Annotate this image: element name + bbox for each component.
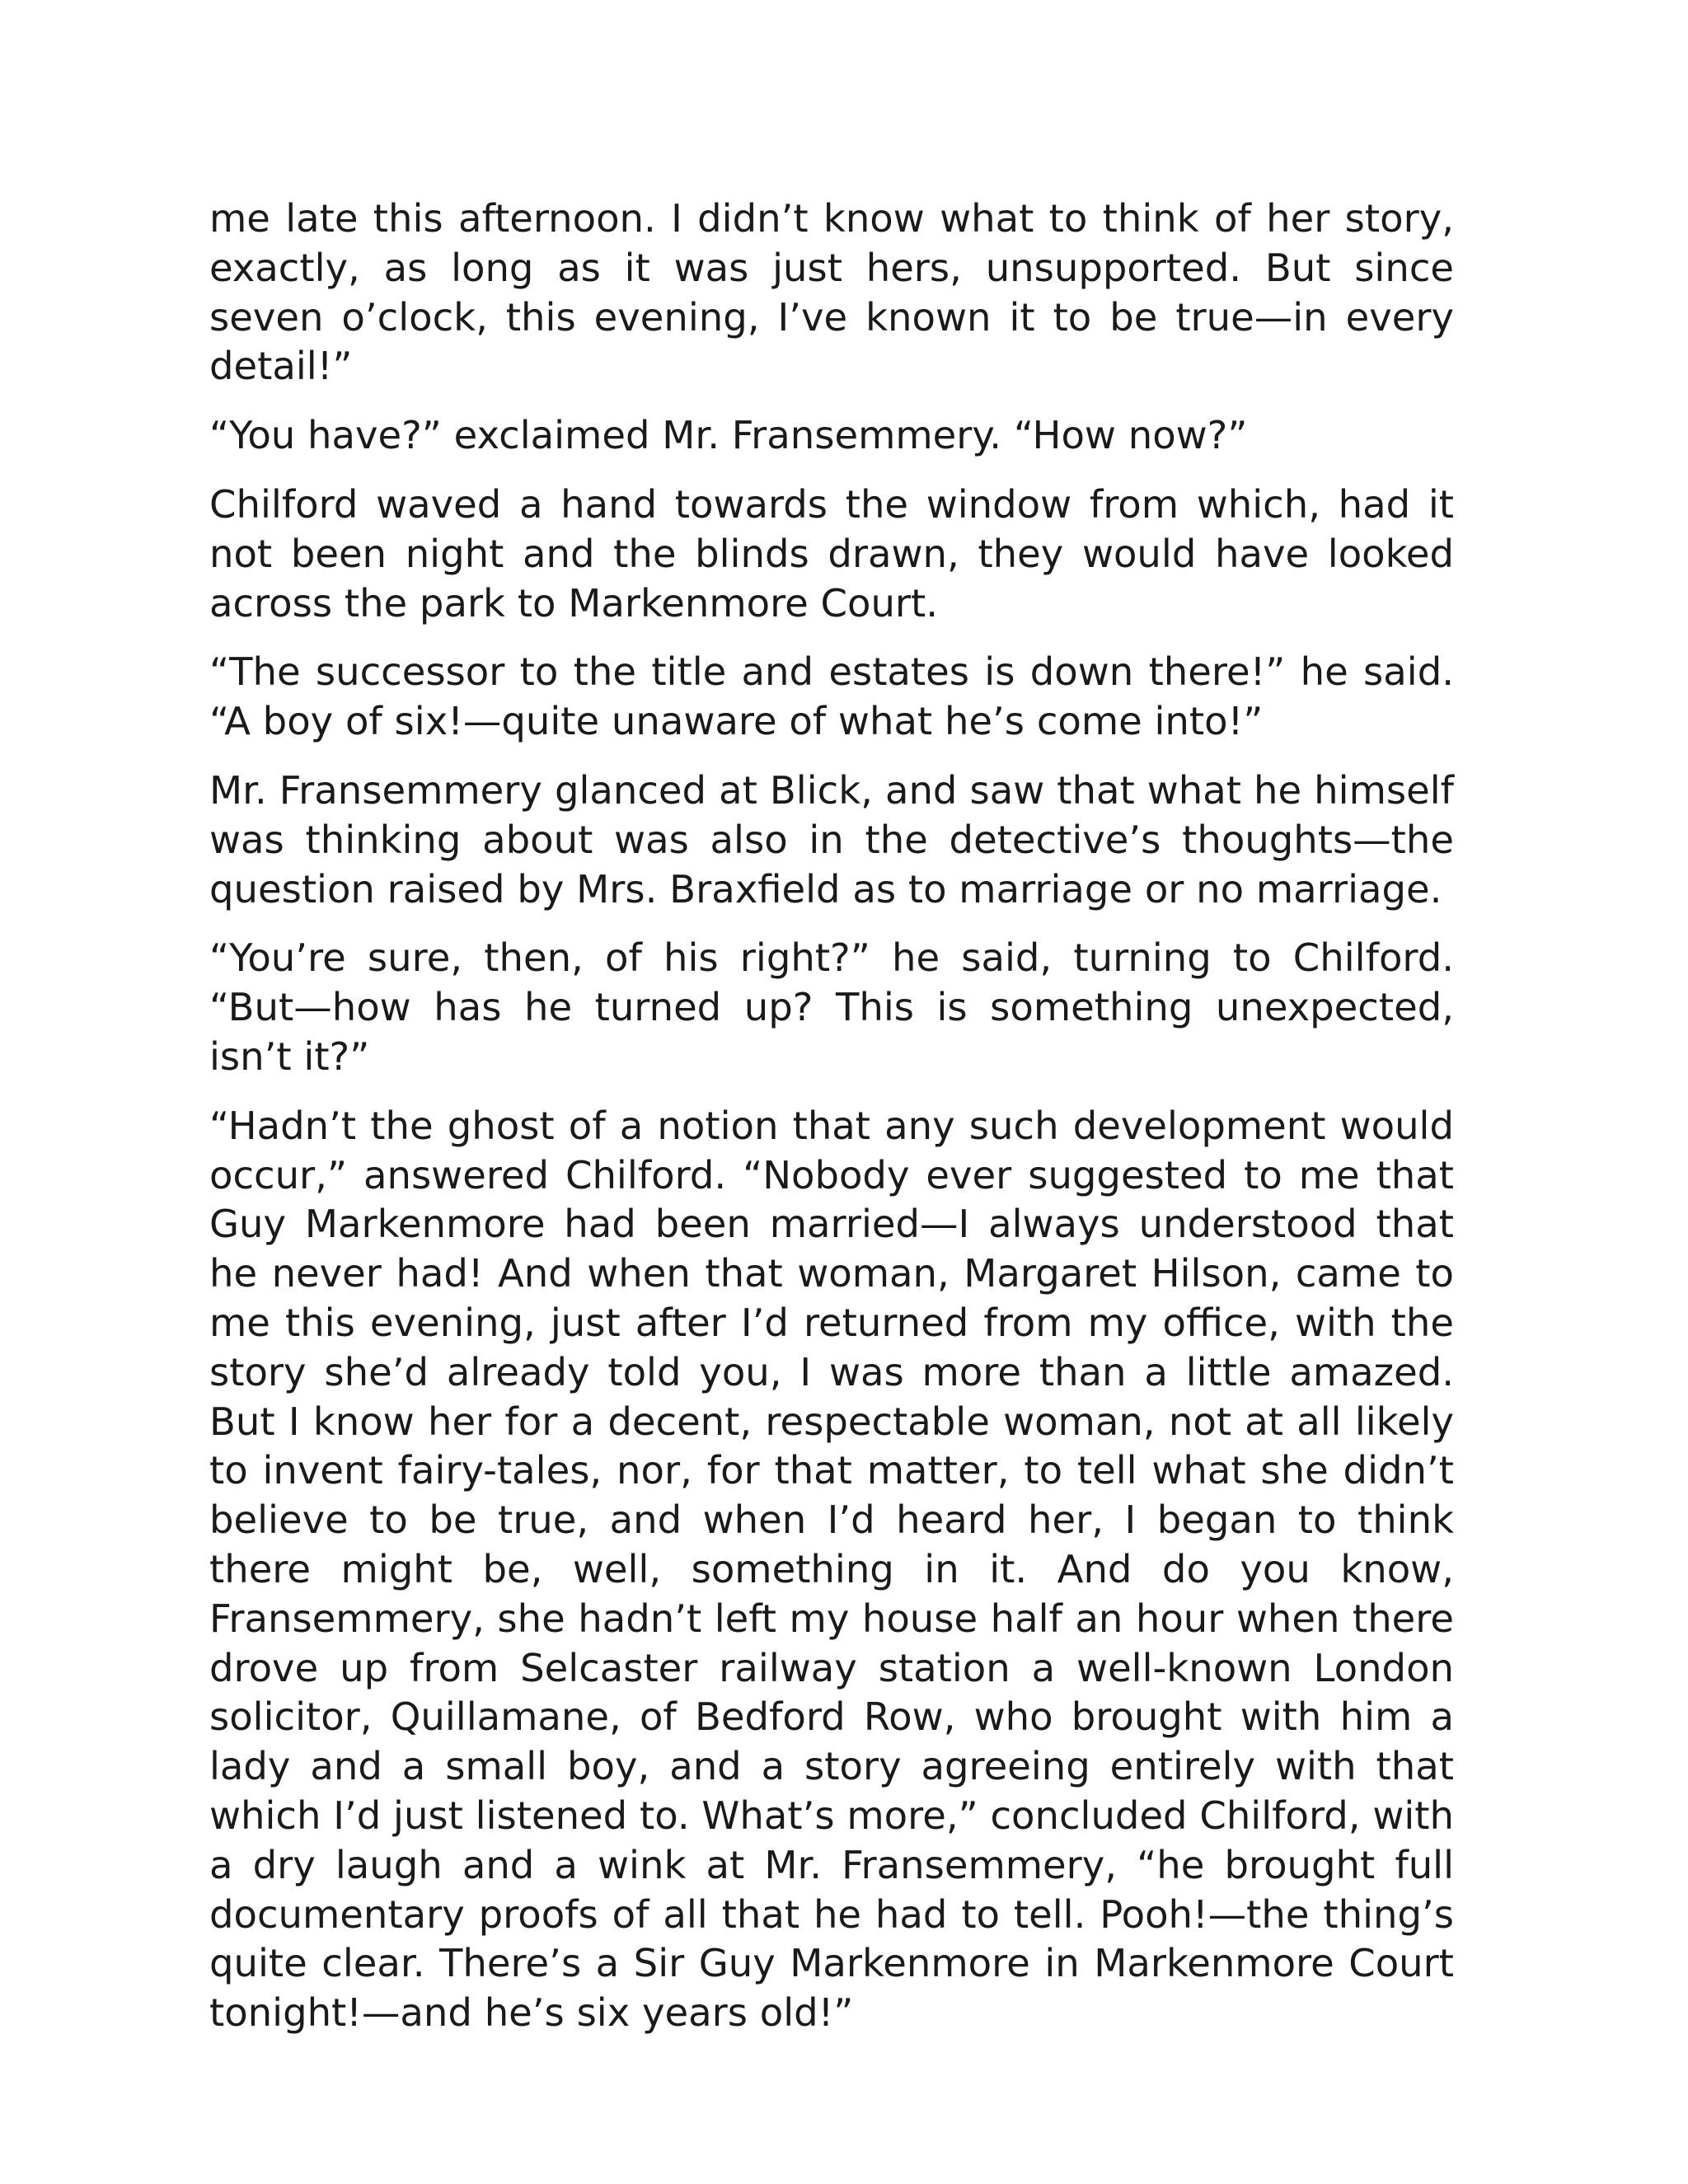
paragraph-3: Chilford waved a hand towards the window from which, had it not been night and the blinds drawn, they would have looked across the park to Markenmore Court. — [209, 481, 1454, 626]
page-body — [209, 194, 1454, 2058]
paragraph-4: “The successor to the title and estates is down there!” he said. “A boy of six!—quite unaware of what he’s come into!” — [209, 649, 1454, 744]
paragraph-1: me late this afternoon. I didn’t know what to think of her story, exactly, as long as it was just hers, unsupported. But since seven o’clock, this evening, I’ve known it to be true—in every detail!” — [209, 196, 1454, 389]
paragraph-2: “You have?” exclaimed Mr. Fransemmery. “How now?” — [209, 413, 1248, 458]
paragraph-5: Mr. Fransemmery glanced at Blick, and saw that what he himself was thinking about was also in the detective’s thoughts—the question raised by Mrs. Braxfield as to marriage or no marriage. — [209, 767, 1454, 912]
paragraph-7: “Hadn’t the ghost of a notion that any such development would occur,” answered Chilford. “Nobody ever suggested to me that Guy Markenmore had been married—I always understood that he never had! And when that woman, Margaret Hilson, came to me this evening, just after I’d returned from my office, with the story she’d already told you, I was more than a little amazed. But I know her for a decent, respectable woman, not at all likely to invent fairy-tales, nor, for that matter, to tell what she didn’t believe to be true, and when I’d heard her, I began to think there might be, well, something in it. And do you know, Fransemmery, she hadn’t left my house half an hour when there drove up from Selcaster railway station a well-known London solicitor, Quillamane, of Bedford Row, who brought with him a lady and a small boy, and a story agreeing entirely with that which I’d just listened to. What’s more,” concluded Chilford, with a dry laugh and a wink at Mr. Fransemmery, “he brought full documentary proofs of all that he had to tell. Pooh!—the thing’s quite clear. There’s a Sir Guy Markenmore in Markenmore Court tonight!—and he’s six years old!” — [209, 1103, 1454, 2036]
paragraph-6: “You’re sure, then, of his right?” he said, turning to Chilford. “But—how has he turned up? This is something unexpected, isn’t it?” — [209, 935, 1454, 1079]
